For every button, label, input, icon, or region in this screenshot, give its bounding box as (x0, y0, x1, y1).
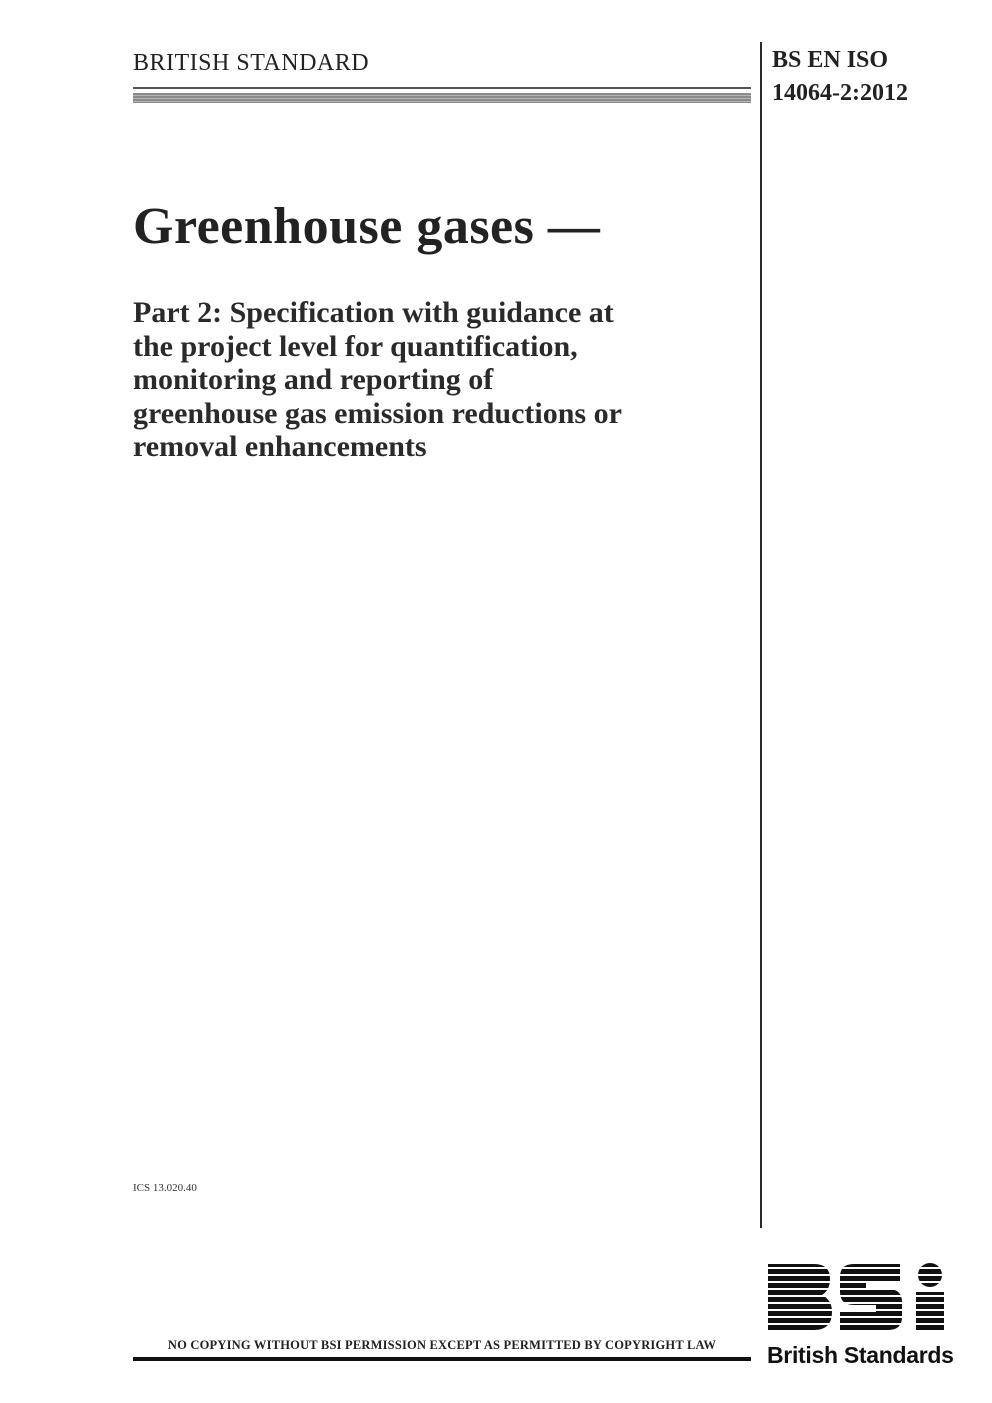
subtitle-line: monitoring and reporting of (133, 363, 494, 396)
bsi-brand-text: British Standards (767, 1342, 954, 1368)
copyright-notice: NO COPYING WITHOUT BSI PERMISSION EXCEPT AS PERMITTED BY COPYRIGHT LAW (167, 1338, 717, 1352)
standard-number-line-1: BS EN ISO (772, 47, 889, 73)
series-label: BRITISH STANDARD (133, 50, 370, 76)
page-subtitle (133, 296, 753, 464)
footer-rule (133, 1357, 751, 1361)
vertical-divider (760, 42, 762, 1228)
subtitle-line: greenhouse gas emission reductions or (133, 396, 622, 430)
header-rule (133, 87, 751, 105)
page-title: Greenhouse gases — (133, 198, 601, 255)
standard-number (772, 44, 908, 110)
standard-number-line-2: 14064-2:2012 (772, 80, 908, 106)
subtitle-line: Part 2: Specification with guidance at (133, 296, 614, 329)
subtitle-line: the project level for quantification, (133, 329, 578, 363)
ics-code: ICS 13.020.40 (133, 1182, 197, 1194)
bsi-logo-icon (764, 1262, 948, 1332)
subtitle-line: removal enhancements (133, 430, 427, 463)
